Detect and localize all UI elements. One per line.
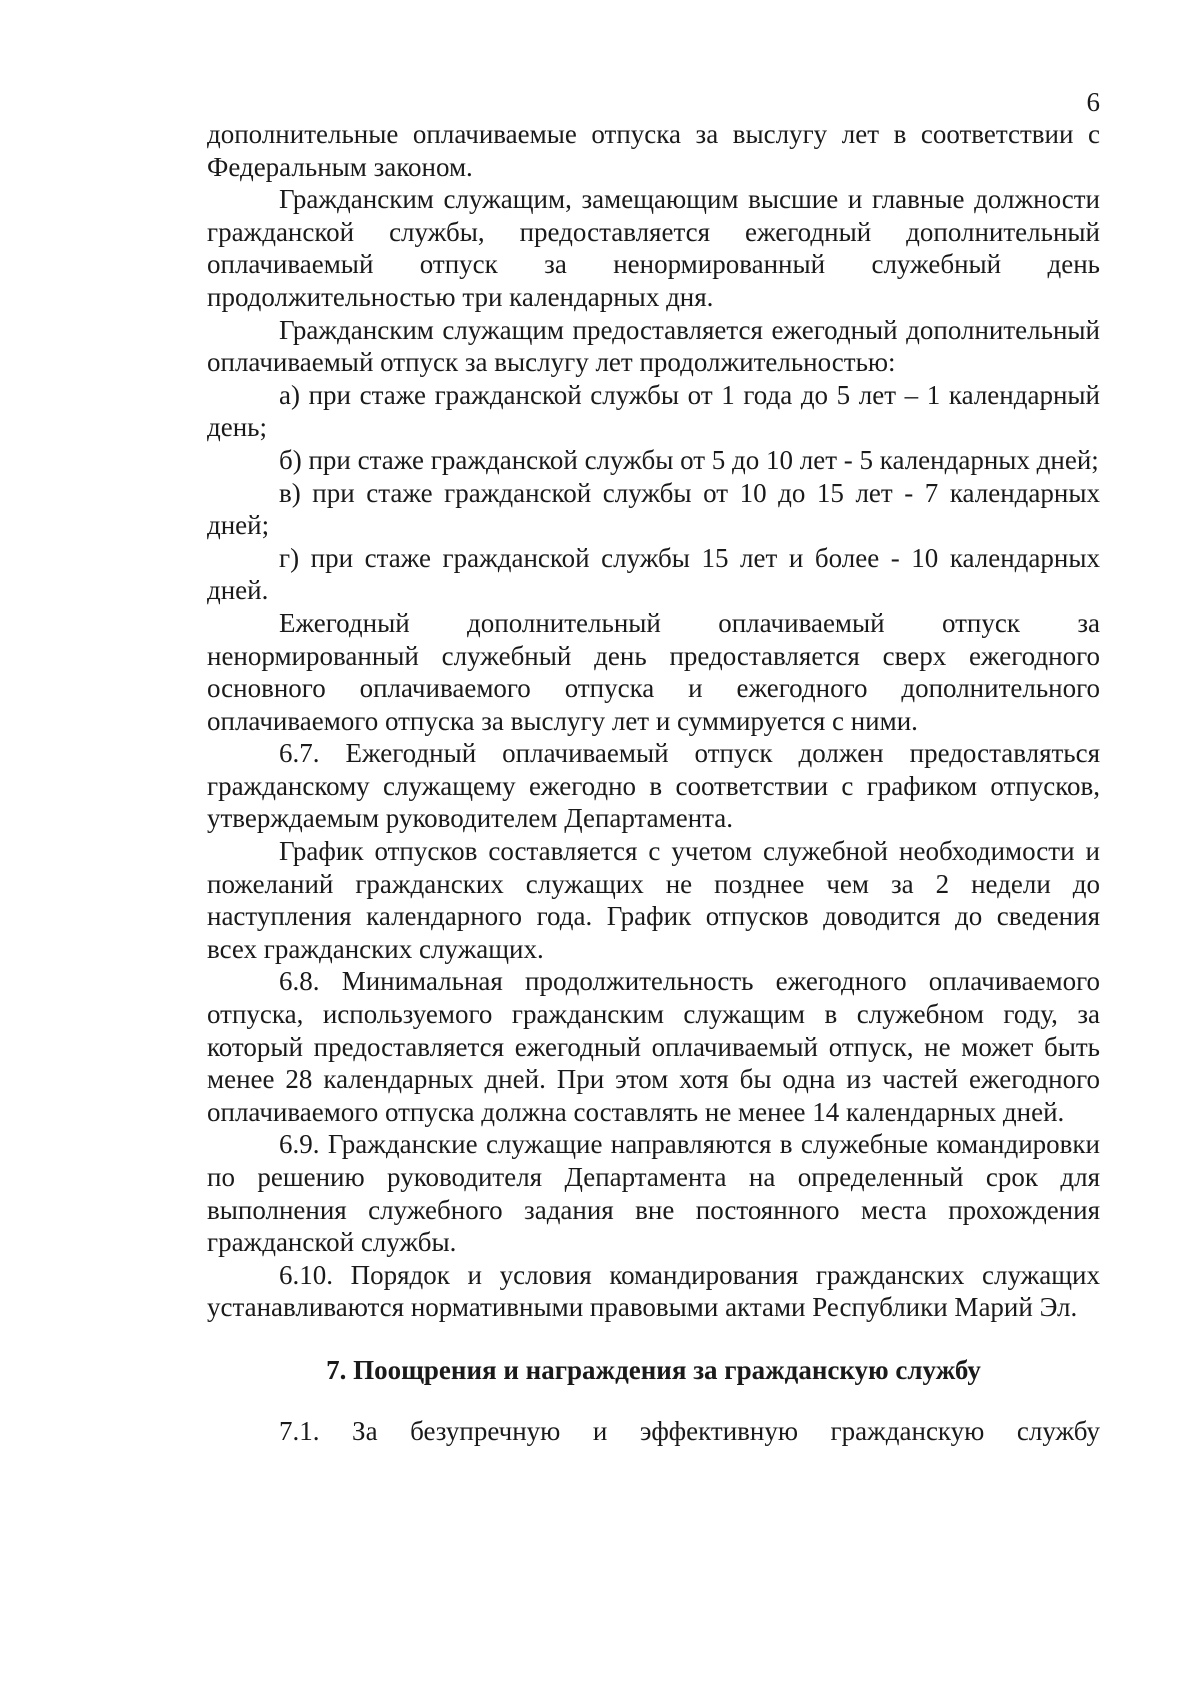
- paragraph-irregular-day-leave: Ежегодный дополнительный оплачиваемый отпуск за ненормированный служебный день предоставляется сверх ежегодного основного оплачиваемого отпуска и ежегодного дополнительного оплачиваемого отпуска за выслугу лет и суммируется с ними.: [207, 607, 1100, 736]
- page-number: 6: [1086, 87, 1100, 117]
- document-body: [207, 118, 1100, 1447]
- list-item-b: б) при стаже гражданской службы от 5 до 10 лет - 5 календарных дней;: [279, 444, 1099, 475]
- paragraph-senior-positions-leave: Гражданским служащим, замещающим высшие и главные должности гражданской службы, предоставляется ежегодный дополнительный оплачиваемый отпуск за ненормированный служебный день продолжительностью три календарных дня.: [207, 184, 1100, 312]
- paragraph-6-10: 6.10. Порядок и условия командирования гражданских служащих устанавливаются нормативными правовыми актами Республики Марий Эл.: [207, 1259, 1100, 1323]
- paragraph-6-7: 6.7. Ежегодный оплачиваемый отпуск должен предоставляться гражданскому служащему ежегодно в соответствии с графиком отпусков, утверждаемым руководителем Департамента.: [207, 738, 1100, 834]
- section-heading: 7. Поощрения и награждения за гражданскую службу: [326, 1354, 981, 1385]
- paragraph-leave-schedule: График отпусков составляется с учетом служебной необходимости и пожеланий гражданских служащих не позднее чем за 2 недели до наступления календарного года. График отпусков доводится до сведения всех гражданских служащих.: [207, 836, 1100, 964]
- paragraph-seniority-leave-intro: Гражданским служащим предоставляется ежегодный дополнительный оплачиваемый отпуск за выслугу лет продолжительностью:: [207, 314, 1100, 378]
- list-item-d: г) при стаже гражданской службы 15 лет и более - 10 календарных дней.: [207, 542, 1100, 606]
- paragraph-continuation: дополнительные оплачиваемые отпуска за выслугу лет в соответствии с Федеральным законом.: [207, 119, 1100, 182]
- list-item-c: в) при стаже гражданской службы от 10 до 15 лет - 7 календарных дней;: [207, 477, 1100, 541]
- list-item-a: а) при стаже гражданской службы от 1 года до 5 лет – 1 календарный день;: [207, 379, 1100, 443]
- paragraph-6-8: 6.8. Минимальная продолжительность ежегодного оплачиваемого отпуска, используемого гражданским служащим в служебном году, за который предоставляется ежегодный оплачиваемый отпуск, не может быть менее 28 календарных дней. При этом хотя бы одна из частей ежегодного оплачиваемого отпуска должна составлять не менее 14 календарных дней.: [207, 966, 1100, 1127]
- paragraph-6-9: 6.9. Гражданские служащие направляются в служебные командировки по решению руководителя Департамента на определенный срок для выполнения служебного задания вне постоянного места прохождения гражданской службы.: [207, 1129, 1100, 1258]
- paragraph-7-1: 7.1. За безупречную и эффективную гражданскую службу: [279, 1415, 1100, 1446]
